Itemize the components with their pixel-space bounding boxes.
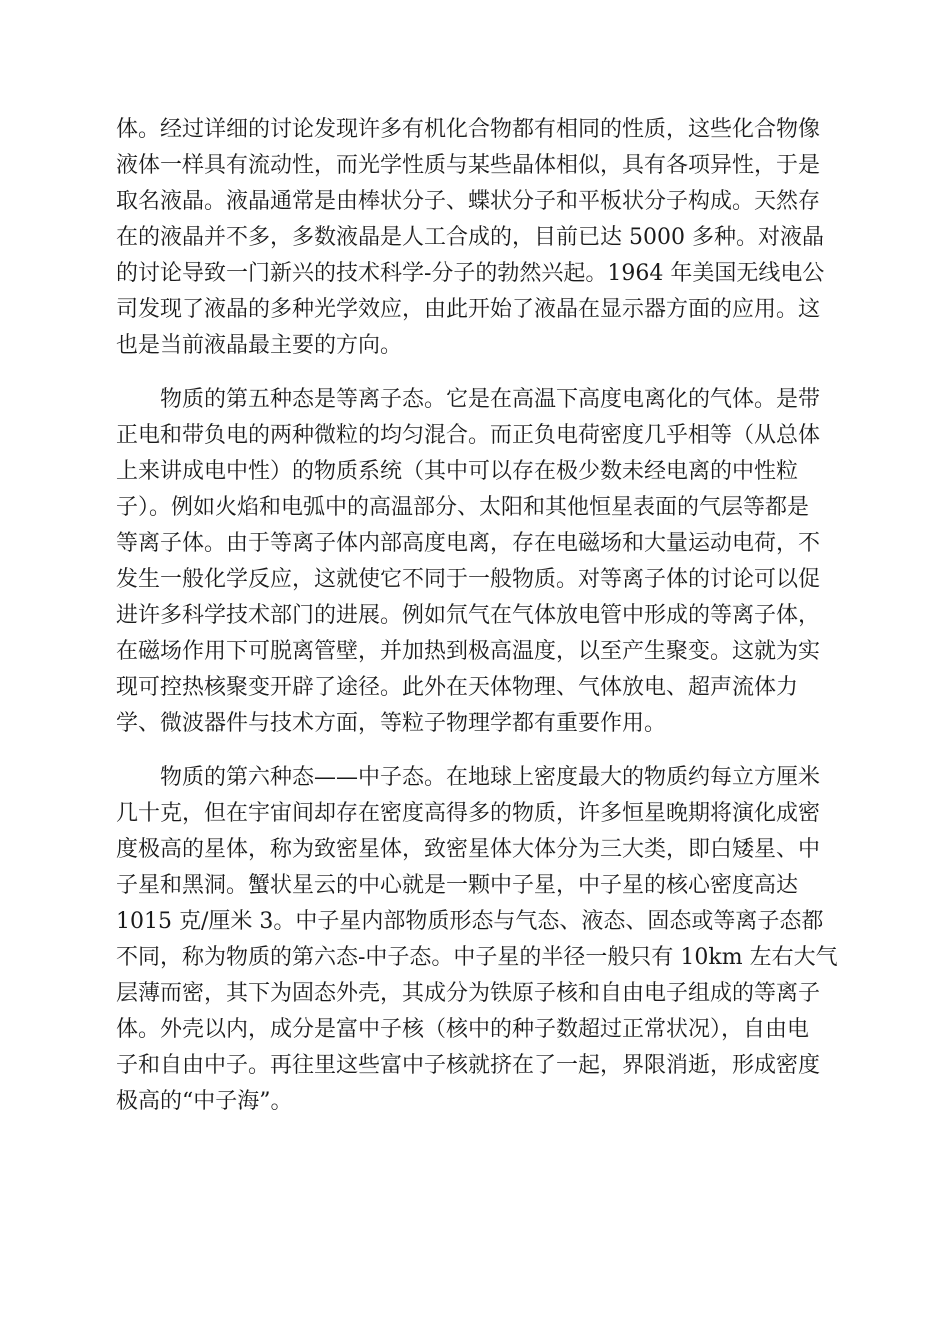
- text-line: 液体一样具有流动性，而光学性质与某些晶体相似，具有各项异性，于是: [116, 153, 821, 178]
- text-line: 体。外壳以内，成分是富中子核（核中的种子数超过正常状况），自由电: [116, 1017, 810, 1042]
- text-line: 层薄而密，其下为固态外壳，其成分为铁原子核和自由电子组成的等离子: [116, 981, 821, 1006]
- text-line: 的讨论导致一门新兴的技术科学-分子的勃然兴起。1964 年美国无线电公: [116, 261, 825, 286]
- text-line: 几十克，但在宇宙间却存在密度高得多的物质，许多恒星晚期将演化成密: [116, 801, 821, 826]
- paragraph-plasma-state: [116, 382, 838, 742]
- text-line: 也是当前液晶最主要的方向。: [116, 333, 403, 358]
- text-line: 在的液晶并不多，多数液晶是人工合成的，目前已达 5000 多种。对液晶: [116, 225, 824, 250]
- text-line: 体。经过详细的讨论发现许多有机化合物都有相同的性质，这些化合物像: [116, 117, 821, 142]
- text-line: 进许多科学技术部门的进展。例如氘气在气体放电管中形成的等离子体，: [116, 603, 821, 628]
- text-line: 现可控热核聚变开辟了途径。此外在天体物理、气体放电、超声流体力: [116, 675, 799, 700]
- text-line: 物质的第五种态是等离子态。它是在高温下高度电离化的气体。是带: [160, 387, 821, 412]
- text-line: 正电和带负电的两种微粒的均匀混合。而正负电荷密度几乎相等（从总体: [116, 423, 821, 448]
- document-page: [116, 112, 838, 1138]
- text-line: 学、微波器件与技术方面，等粒子物理学都有重要作用。: [116, 711, 667, 736]
- text-line: 子和自由中子。再往里这些富中子核就挤在了一起，界限消逝，形成密度: [116, 1053, 821, 1078]
- text-line: 不同，称为物质的第六态-中子态。中子星的半径一般只有 10km 左右大气: [116, 945, 838, 970]
- text-line: 子星和黑洞。蟹状星云的中心就是一颗中子星，中子星的核心密度高达: [116, 873, 799, 898]
- text-line: 取名液晶。液晶通常是由棒状分子、蝶状分子和平板状分子构成。天然存: [116, 189, 821, 214]
- text-line: 在磁场作用下可脱离管壁，并加热到极高温度，以至产生聚变。这就为实: [116, 639, 821, 664]
- text-line: 等离子体。由于等离子体内部高度电离，存在电磁场和大量运动电荷，不: [116, 531, 821, 556]
- text-line: 度极高的星体，称为致密星体，致密星体大体分为三大类，即白矮星、中: [116, 837, 821, 862]
- paragraph-neutron-state: [116, 760, 838, 1120]
- text-line: 物质的第六种态——中子态。在地球上密度最大的物质约每立方厘米: [160, 765, 821, 790]
- text-line: 司发现了液晶的多种光学效应，由此开始了液晶在显示器方面的应用。这: [116, 297, 821, 322]
- text-line: 1015 克/厘米 3。中子星内部物质形态与气态、液态、固态或等离子态都: [116, 909, 824, 934]
- text-line: 极高的“中子海”。: [116, 1089, 293, 1114]
- text-line: 发生一般化学反应，这就使它不同于一般物质。对等离子体的讨论可以促: [116, 567, 821, 592]
- text-line: 上来讲成电中性）的物质系统（其中可以存在极少数未经电离的中性粒: [116, 459, 799, 484]
- paragraph-liquid-crystal: [116, 112, 838, 364]
- text-line: 子）。例如火焰和电弧中的高温部分、太阳和其他恒星表面的气层等都是: [116, 495, 810, 520]
